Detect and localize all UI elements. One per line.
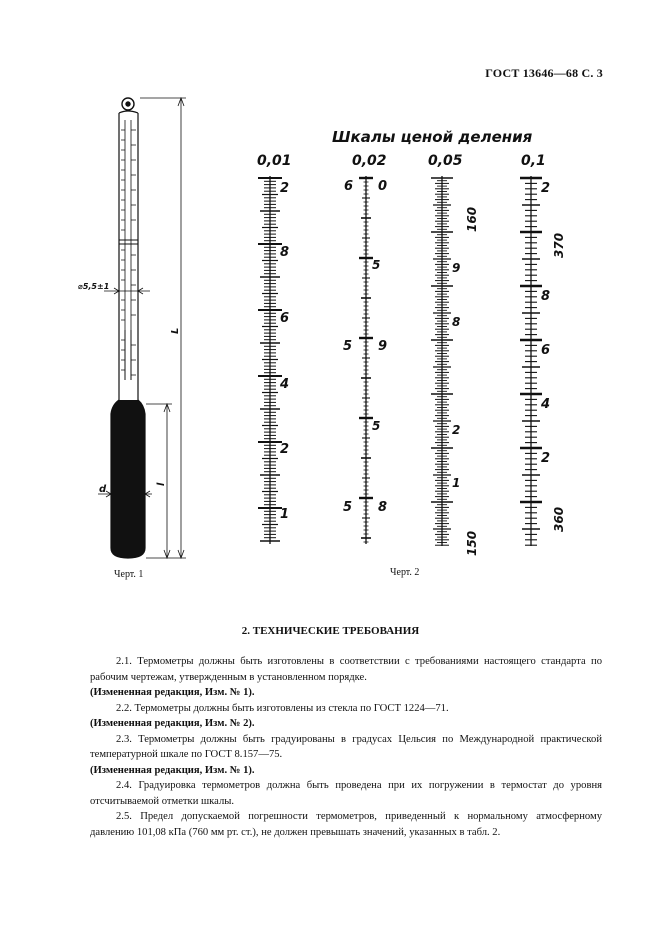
scale3-label-5: 2: [541, 451, 551, 466]
scale2-label-1: 9: [452, 261, 461, 275]
scale-name-0: 0,01: [257, 153, 292, 169]
scale2-label-0: 160: [465, 206, 479, 232]
scale3-label-2: 8: [541, 289, 551, 304]
dim-label-diameter: ⌀5,5±1: [78, 282, 110, 291]
scale1-label-0: 6: [344, 179, 354, 194]
paragraph-2-2: 2.2. Термометры должны быть изготовлены из стекла по ГОСТ 1224—71.: [116, 702, 449, 714]
scale1-label-1: 0: [378, 179, 388, 194]
paragraph-2-5: 2.5. Предел допускаемой погрешности термометров, приведенный к нормальному атмосферному давлению 101,08 кПа (760 мм рт. ст.), не должен превышать значений, указанных в табл. 2.: [90, 811, 602, 838]
dim-label-d: d: [99, 484, 107, 495]
scale-name-2: 0,05: [428, 153, 463, 169]
scale0-label-4: 2: [280, 442, 290, 457]
figure2-caption: Черт. 2: [390, 567, 420, 578]
scale3-label-0: 2: [541, 181, 551, 196]
scale0-label-0: 2: [280, 181, 290, 196]
scale1-label-4: 9: [378, 339, 388, 354]
requirements-text: [90, 654, 602, 840]
scale-name-3: 0,1: [521, 153, 546, 169]
scale0-label-2: 6: [280, 311, 290, 326]
scale3-label-1: 370: [552, 232, 566, 258]
edit-note-2-3: (Измененная редакция, Изм. № 1).: [90, 764, 255, 776]
scale-name-1: 0,02: [352, 153, 387, 169]
edit-note-2-2: (Измененная редакция, Изм. № 2).: [90, 718, 255, 729]
paragraph-2-3: 2.3. Термометры должны быть градуированы в градусах Цельсия по Международной практической температурной шкале по ГОСТ 8.157—75.: [90, 733, 602, 760]
scale1-label-3: 5: [343, 339, 353, 354]
paragraph-2-4: 2.4. Градуировка термометров должна быть проведена при их погружении в термостат до уровня отсчитываемой отметки шкалы.: [90, 780, 602, 807]
edit-note-2-1: (Измененная редакция, Изм. № 1).: [90, 687, 255, 698]
scale3-label-3: 6: [541, 343, 551, 358]
figure2-title: Шкалы ценой деления: [332, 128, 533, 146]
scale3-label-6: 360: [552, 506, 566, 532]
scale2-label-2: 8: [452, 315, 461, 329]
scale2-label-5: 150: [465, 530, 479, 556]
scale0-label-3: 4: [280, 377, 290, 392]
section-title: 2. ТЕХНИЧЕСКИЕ ТРЕБОВАНИЯ: [241, 625, 420, 637]
page-header-code: ГОСТ 13646—68 С. 3: [485, 66, 603, 80]
scale2-label-3: 2: [452, 423, 461, 437]
dim-label-l: l: [156, 482, 167, 486]
scale3-label-4: 4: [541, 397, 551, 412]
scale1-label-7: 8: [378, 500, 388, 515]
scale1-label-6: 5: [343, 500, 353, 515]
paragraph-2-1: 2.1. Термометры должны быть изготовлены в соответствии с требованиями настоящего стандарта по рабочим чертежам, утвержденным в установленном порядке.: [90, 656, 602, 683]
figure1-caption: Черт. 1: [114, 569, 144, 580]
dim-label-L: L: [170, 327, 181, 334]
scale0-label-5: 1: [280, 507, 290, 522]
scale1-label-2: 5: [372, 258, 381, 272]
scale1-label-5: 5: [372, 419, 381, 433]
scale0-label-1: 8: [280, 245, 290, 260]
scale2-label-4: 1: [452, 476, 461, 490]
scale-ticks: [258, 176, 542, 546]
